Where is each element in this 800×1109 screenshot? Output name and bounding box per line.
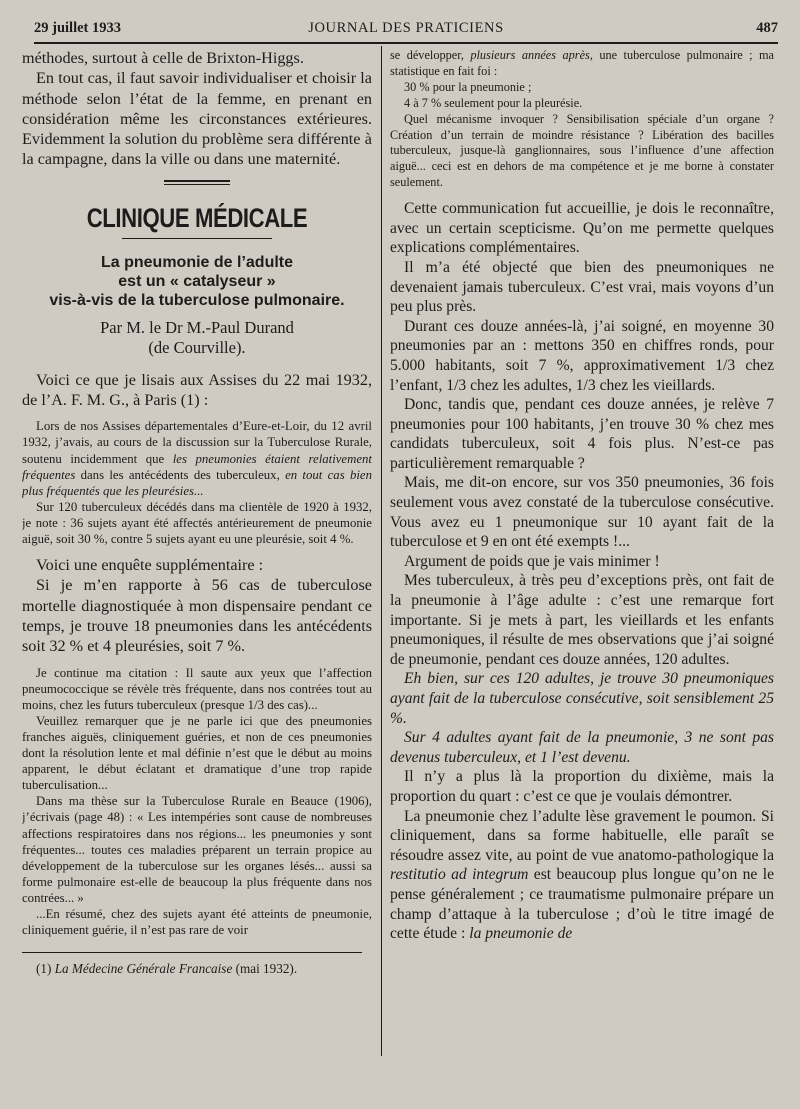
paragraph-argument: Argument de poids que je vais minimer ! xyxy=(404,552,660,570)
header-date: 29 juillet 1933 xyxy=(34,20,121,36)
quote-120-tuberculeux: Sur 120 tuberculeux décédés dans ma clientèle de 1920 à 1932, je note : 36 sujets ayant été affectés antérieurement de pneumonie aiguë, soit 30 %, contre 5 sujets ayant eu une pleurésie, soit 4 %. xyxy=(22,499,372,547)
section-title: CLINIQUE MÉDICALE xyxy=(86,202,308,233)
header-journal-name: JOURNAL DES PRATICIENS xyxy=(308,20,504,36)
article-byline: Par M. le Dr M.-Paul Durand xyxy=(100,317,294,337)
paragraph-assises: Voici ce que je lisais aux Assises du 22 mai 1932, de l’A. F. M. G., à Paris (1) : xyxy=(22,370,372,410)
paragraph-communication: Cette communication fut accueillie, je dois le reconnaître, avec un certain scepticisme. Qu’on me permette quelques explications complémentaires. xyxy=(390,200,774,257)
header-rule xyxy=(34,42,778,44)
paragraph-pneumonie-adulte: La pneumonie chez l’adulte lèse gravement le poumon. Si cliniquement, dans sa forme habituelle, elle paraît se résoudre assez vite, au point de vue anatomo-pathologique la restitutio ad integrum est beaucoup plus longue qu’on ne le pense généralement ; ce traumatisme pulmonaire prépare un champ d’attaque à la tuberculose ; d’où le titre imagé de cette étude : la pneumonie de xyxy=(390,807,774,943)
left-column xyxy=(22,48,372,977)
right-column xyxy=(390,48,774,944)
paragraph-enquete: Voici une enquête supplémentaire : xyxy=(36,556,264,575)
quote-pneumonies-franches: Veuillez remarquer que je ne parle ici que des pneumonies franches aiguës, cliniquement guéries, et non de ces pneumonies dont la résolution lente et mal définie n’est que le début au moins apparent, le début éclatant et dramatique d’une trop rapide tuberculisation... xyxy=(22,713,372,793)
header-page-number: 487 xyxy=(756,20,778,36)
section-title-rule xyxy=(122,238,272,239)
paragraph-350-pneumonies: Mais, me dit-on encore, sur vos 350 pneumonies, 36 fois seulement vous avez constaté de la tuberculose consécutive. Vous avez eu 1 pneumonique sur 10 ayant fait de la tuberculose et 9 en ont été exempts !... xyxy=(390,474,774,551)
paragraph-mes-tuberculeux: Mes tuberculeux, à très peu d’exceptions près, ont fait de la pneumonie à l’âge adulte : c’est une remarque fort importante. Si je mets à part, les vieillards et les enfants pneumoniques, il résulte de mes observations que j’ai soigné de pneumonie, pendant ces douze années, 120 adultes. xyxy=(390,572,774,668)
article-title-line-1: La pneumonie de l’adulte xyxy=(100,253,294,271)
paragraph-sur-4-adultes: Sur 4 adultes ayant fait de la pneumonie, 3 ne sont pas devenus tuberculeux, et 1 l’est devenu. xyxy=(390,729,774,766)
paragraph-donc: Donc, tandis que, pendant ces douze années, je relève 7 pneumonies pour 100 habitants, j’en trouve 30 % chez mes candidats tuberculeux, soit 4 fois plus. N’est-ce pas particulièrement remarquable ? xyxy=(390,396,774,472)
quote-en-resume: ...En résumé, chez des sujets ayant été atteints de pneumonie, cliniquement guérie, il n’est pas rare de voir xyxy=(22,907,372,938)
stat-pleuresie: 4 à 7 % seulement pour la pleurésie. xyxy=(404,95,583,110)
quote-mecanisme: Quel mécanisme invoquer ? Sensibilisation spéciale d’un organe ? Création d’un terrain de moindre résistance ? Libération des bacilles tuberculeux, jusque-là ganglionnaires, sous l’influence d’une affection aiguë... ceci est en dehors de ma compétence et je me borne à constater seulement. xyxy=(390,111,774,190)
quote-citation: Je continue ma citation : Il saute aux yeux que l’affection pneumococcique se révèle très fréquente, dans nos contrées tout au moins, chez les futurs tuberculeux (presque 1/3 des cas)... xyxy=(22,665,372,712)
stat-pneumonie: 30 % pour la pneumonie ; xyxy=(404,79,532,94)
quote-continuation: se développer, plusieurs années après, une tuberculose pulmonaire ; ma statistique en fait foi : xyxy=(390,48,774,78)
footnote-rule xyxy=(22,952,362,953)
section-separator xyxy=(164,180,230,185)
quote-these-1906: Dans ma thèse sur la Tuberculose Rurale en Beauce (1906), j’écrivais (page 48) : « Les intempéries sont cause de nombreuses affections respiratoires dans nos régions... les pneumonies y sont fréquentes... toutes ces maladies préparent un terrain propice au développement de la tuberculose sur les organes lésés... aussi sa forme pulmonaire est-elle de beaucoup la plus fréquente dans nos contrées... » xyxy=(22,794,372,905)
paragraph-56-cas: Si je m’en rapporte à 56 cas de tuberculose mortelle diagnostiquée à mon dispensaire pendant ce temps, je trouve 18 pneumonies dans les antécédents soit 32 % et 4 pleurésies, soit 7 %. xyxy=(22,576,372,656)
article-title-line-3: vis-à-vis de la tuberculose pulmonaire. xyxy=(49,291,345,309)
page-header xyxy=(34,18,778,42)
footnote: (1) La Médecine Générale Francaise (mai 1932). xyxy=(36,961,298,977)
intro-paragraph: En tout cas, il faut savoir individualiser et choisir la méthode selon l’état de la femme, en prenant en considération même les circonstances extérieures. Evidemment la solution du problème sera différente à la campagne, dans la ville ou dans une maternité. xyxy=(22,69,372,169)
column-divider xyxy=(381,46,382,1056)
paragraph-douze-annees: Durant ces douze années-là, j’ai soigné, en moyenne 30 pneumonies par an : mettons 350 en chiffres ronds, pour 5.000 habitants, soit 7 %, approximativement 1/3 chez l’enfant, 1/3 chez les adultes, 1/3 chez les vieillards. xyxy=(390,317,774,394)
quote-eure-et-loir: Lors de nos Assises départementales d’Eure-et-Loir, du 12 avril 1932, j’avais, au cours de la discussion sur la Tuberculose Rurale, soutenu incidemment que les pneumonies étaient relativement fréquentes dans les antécédents des tuberculeux, en tout cas bien plus fréquentés que les pleurésies... xyxy=(22,419,372,498)
intro-line-1: méthodes, surtout à celle de Brixton-Higgs. xyxy=(22,49,304,67)
article-title-line-2: est un « catalyseur » xyxy=(118,272,276,290)
paragraph-eh-bien: Eh bien, sur ces 120 adultes, je trouve 30 pneumoniques ayant fait de la tuberculose consécutive, soit sensiblement 25 %. xyxy=(390,670,774,727)
paragraph-objection: Il m’a été objecté que bien des pneumoniques ne devenaient jamais tuberculeux. C’est vrai, mais voyons d’un peu plus près. xyxy=(390,258,774,316)
paragraph-proportion: Il n’y a plus là la proportion du dixième, mais la proportion du quart : c’est ce que je voulais démontrer. xyxy=(390,768,774,805)
article-byline-place: (de Courville). xyxy=(148,337,246,357)
